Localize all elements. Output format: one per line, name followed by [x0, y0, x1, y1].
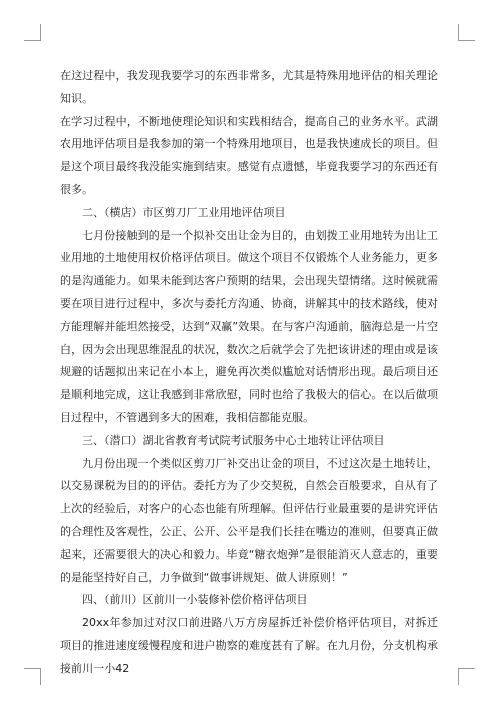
- section-heading: 四、（前川）区前川一小装修补偿价格评估项目: [82, 593, 308, 607]
- document-body: [60, 65, 438, 681]
- paragraph: 在这过程中，我发现我要学习的东西非常多，尤其是特殊用地评估的相关理论知识。: [60, 69, 438, 105]
- paragraph: 在学习过程中，不断地使理论知识和实践相结合，提高自己的业务水平。武湖农用地评估项目是我参加的第一个特殊用地项目，也是我快速成长的项目。但是这个项目最终我没能实施到结束。感觉有点遗憾，毕竟我要学习的东西还有很多。: [60, 114, 438, 196]
- section-heading: 二、（横店）市区剪刀厂工业用地评估项目: [82, 205, 286, 219]
- crop-mark-top-right: [458, 24, 475, 41]
- crop-mark-bottom-right: [458, 668, 475, 685]
- paragraph: 20xx年参加过对汉口前进路八万方房屋拆迁补偿价格评估项目，对拆迁项目的推进速度缓慢程度和进户勘察的难度甚有了解。在九月份，分支机构承接前川一小42: [60, 616, 438, 675]
- crop-mark-bottom-left: [24, 668, 41, 685]
- paragraph: 九月份出现一个类似区剪刀厂补交出让金的项目，不过这次是土地转让，以交易课税为目的的评估。委托方为了少交契税，自然会百般要求，自从有了上次的经验后，对客户的心态也能有所理解。但评估行业最重要的是讲究评估的合理性及客观性，公正、公开、公平是我们长挂在嘴边的准则，但要真正做起来，还需要很大的决心和毅力。毕竟“糖衣炮弹”是很能消灭人意志的，重要的是能坚持好自己，力争做到“做事讲规矩、做人讲原则！”: [60, 456, 438, 584]
- section-heading: 三、（潜口）湖北省教育考试院考试服务中心土地转让评估项目: [82, 433, 385, 447]
- crop-mark-top-left: [24, 24, 41, 41]
- paragraph: 七月份接触到的是一个拟补交出让金为目的，由划拨工业用地转为出让工业用地的土地使用权价格评估项目。做这个项目不仅锻炼个人业务能力，更多的是沟通能力。如果未能到达客户预期的结果，会出现失望情绪。这时候就需要在项目进行过程中，多次与委托方沟通、协商，讲解其中的技术路线，使对方能理解并能坦然接受，达到“双赢”效果。在与客户沟通前，脑海总是一片空白，因为会出现思维混乱的状况，数次之后就学会了先把该讲述的理由或是该规避的话题拟出来记在小本上，避免再次类似尴尬对话情形出现。最后项目还是顺利地完成，这让我感到非常欣慰，同时也给了我极大的信心。在以后做项目过程中，不管遇到多大的困难，我相信都能克服。: [60, 228, 438, 424]
